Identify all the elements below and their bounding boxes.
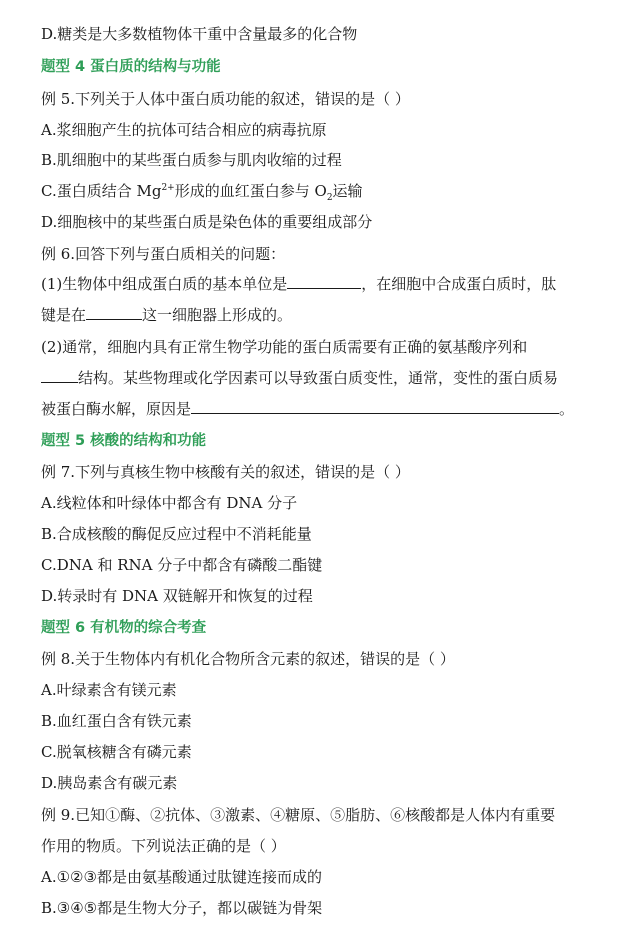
example-6-part-2-line-1: (2)通常，细胞内具有正常生物学功能的蛋白质需要有正确的氨基酸序列和 (41, 338, 528, 356)
example-5-option-c (41, 181, 607, 201)
example-5-stem: 例 5.下列关于人体中蛋白质功能的叙述，错误的是（ ） (41, 90, 410, 108)
example-8-option-b: B.血红蛋白含有铁元素 (41, 712, 192, 730)
part-1-text-c: 键是在 (41, 306, 87, 324)
section-heading-6: 题型 6 有机物的综合考查 (41, 620, 207, 636)
example-5-option-d: D.细胞核中的某些蛋白质是染色体的重要组成部分 (41, 213, 373, 231)
example-8-stem: 例 8.关于生物体内有机化合物所含元素的叙述，错误的是（ ） (41, 650, 455, 668)
part-1-text-a: (1)生物体中组成蛋白质的基本单位是 (41, 275, 288, 293)
example-6-part-1-line-2 (41, 305, 607, 325)
answer-blank-3[interactable] (41, 368, 78, 383)
magnesium-charge: 2+ (161, 183, 175, 193)
example-7-option-b: B.合成核酸的酶促反应过程中不消耗能量 (41, 525, 312, 543)
example-6-part-2-line-3 (41, 399, 607, 419)
example-6-part-2-line-2 (41, 368, 607, 388)
example-8-option-c: C.脱氧核糖含有磷元素 (41, 743, 192, 761)
example-9-option-b: B.③④⑤都是生物大分子，都以碳链为骨架 (41, 899, 323, 917)
answer-blank-2[interactable] (86, 305, 142, 320)
option-c-text-3: 运输 (332, 182, 363, 200)
example-6-part-1-line-1 (41, 274, 607, 294)
option-c-text-1: C.蛋白质结合 Mg (41, 182, 162, 200)
example-5-option-a: A.浆细胞产生的抗体可结合相应的病毒抗原 (41, 121, 327, 139)
part-1-text-d: 这一细胞器上形成的。 (142, 306, 293, 324)
section-heading-4: 题型 4 蛋白质的结构与功能 (41, 59, 221, 75)
example-8-option-d: D.胰岛素含有碳元素 (41, 774, 178, 792)
option-c-text-2: 形成的血红蛋白参与 O (174, 182, 327, 200)
question-option-d: D.糖类是大多数植物体干重中含量最多的化合物 (41, 25, 358, 43)
example-7-option-a: A.线粒体和叶绿体中都含有 DNA 分子 (41, 494, 298, 512)
part-2-text-c: 被蛋白酶水解，原因是 (41, 400, 192, 418)
example-7-stem: 例 7.下列与真核生物中核酸有关的叙述，错误的是（ ） (41, 463, 410, 481)
part-2-text-b: 结构。某些物理或化学因素可以导致蛋白质变性，通常，变性的蛋白质易 (78, 369, 559, 387)
part-2-text-d: 。 (559, 400, 575, 418)
example-6-stem: 例 6.回答下列与蛋白质相关的问题： (41, 245, 286, 263)
answer-blank-1[interactable] (287, 274, 361, 289)
oxygen-subscript: 2 (326, 193, 333, 203)
example-7-option-c: C.DNA 和 RNA 分子中都含有磷酸二酯键 (41, 556, 323, 574)
part-1-text-b: ，在细胞中合成蛋白质时，肽 (361, 275, 557, 293)
example-7-option-d: D.转录时有 DNA 双链解开和恢复的过程 (41, 587, 313, 605)
example-9-stem-line-2: 作用的物质。下列说法正确的是（ ） (41, 837, 286, 855)
answer-blank-4[interactable] (191, 399, 559, 414)
example-9-option-a: A.①②③都是由氨基酸通过肽键连接而成的 (41, 868, 322, 886)
example-9-stem-line-1: 例 9.已知①酶、②抗体、③激素、④糖原、⑤脂肪、⑥核酸都是人体内有重要 (41, 806, 556, 824)
example-5-option-b: B.肌细胞中的某些蛋白质参与肌肉收缩的过程 (41, 151, 342, 169)
section-heading-5: 题型 5 核酸的结构和功能 (41, 433, 207, 449)
example-8-option-a: A.叶绿素含有镁元素 (41, 681, 177, 699)
